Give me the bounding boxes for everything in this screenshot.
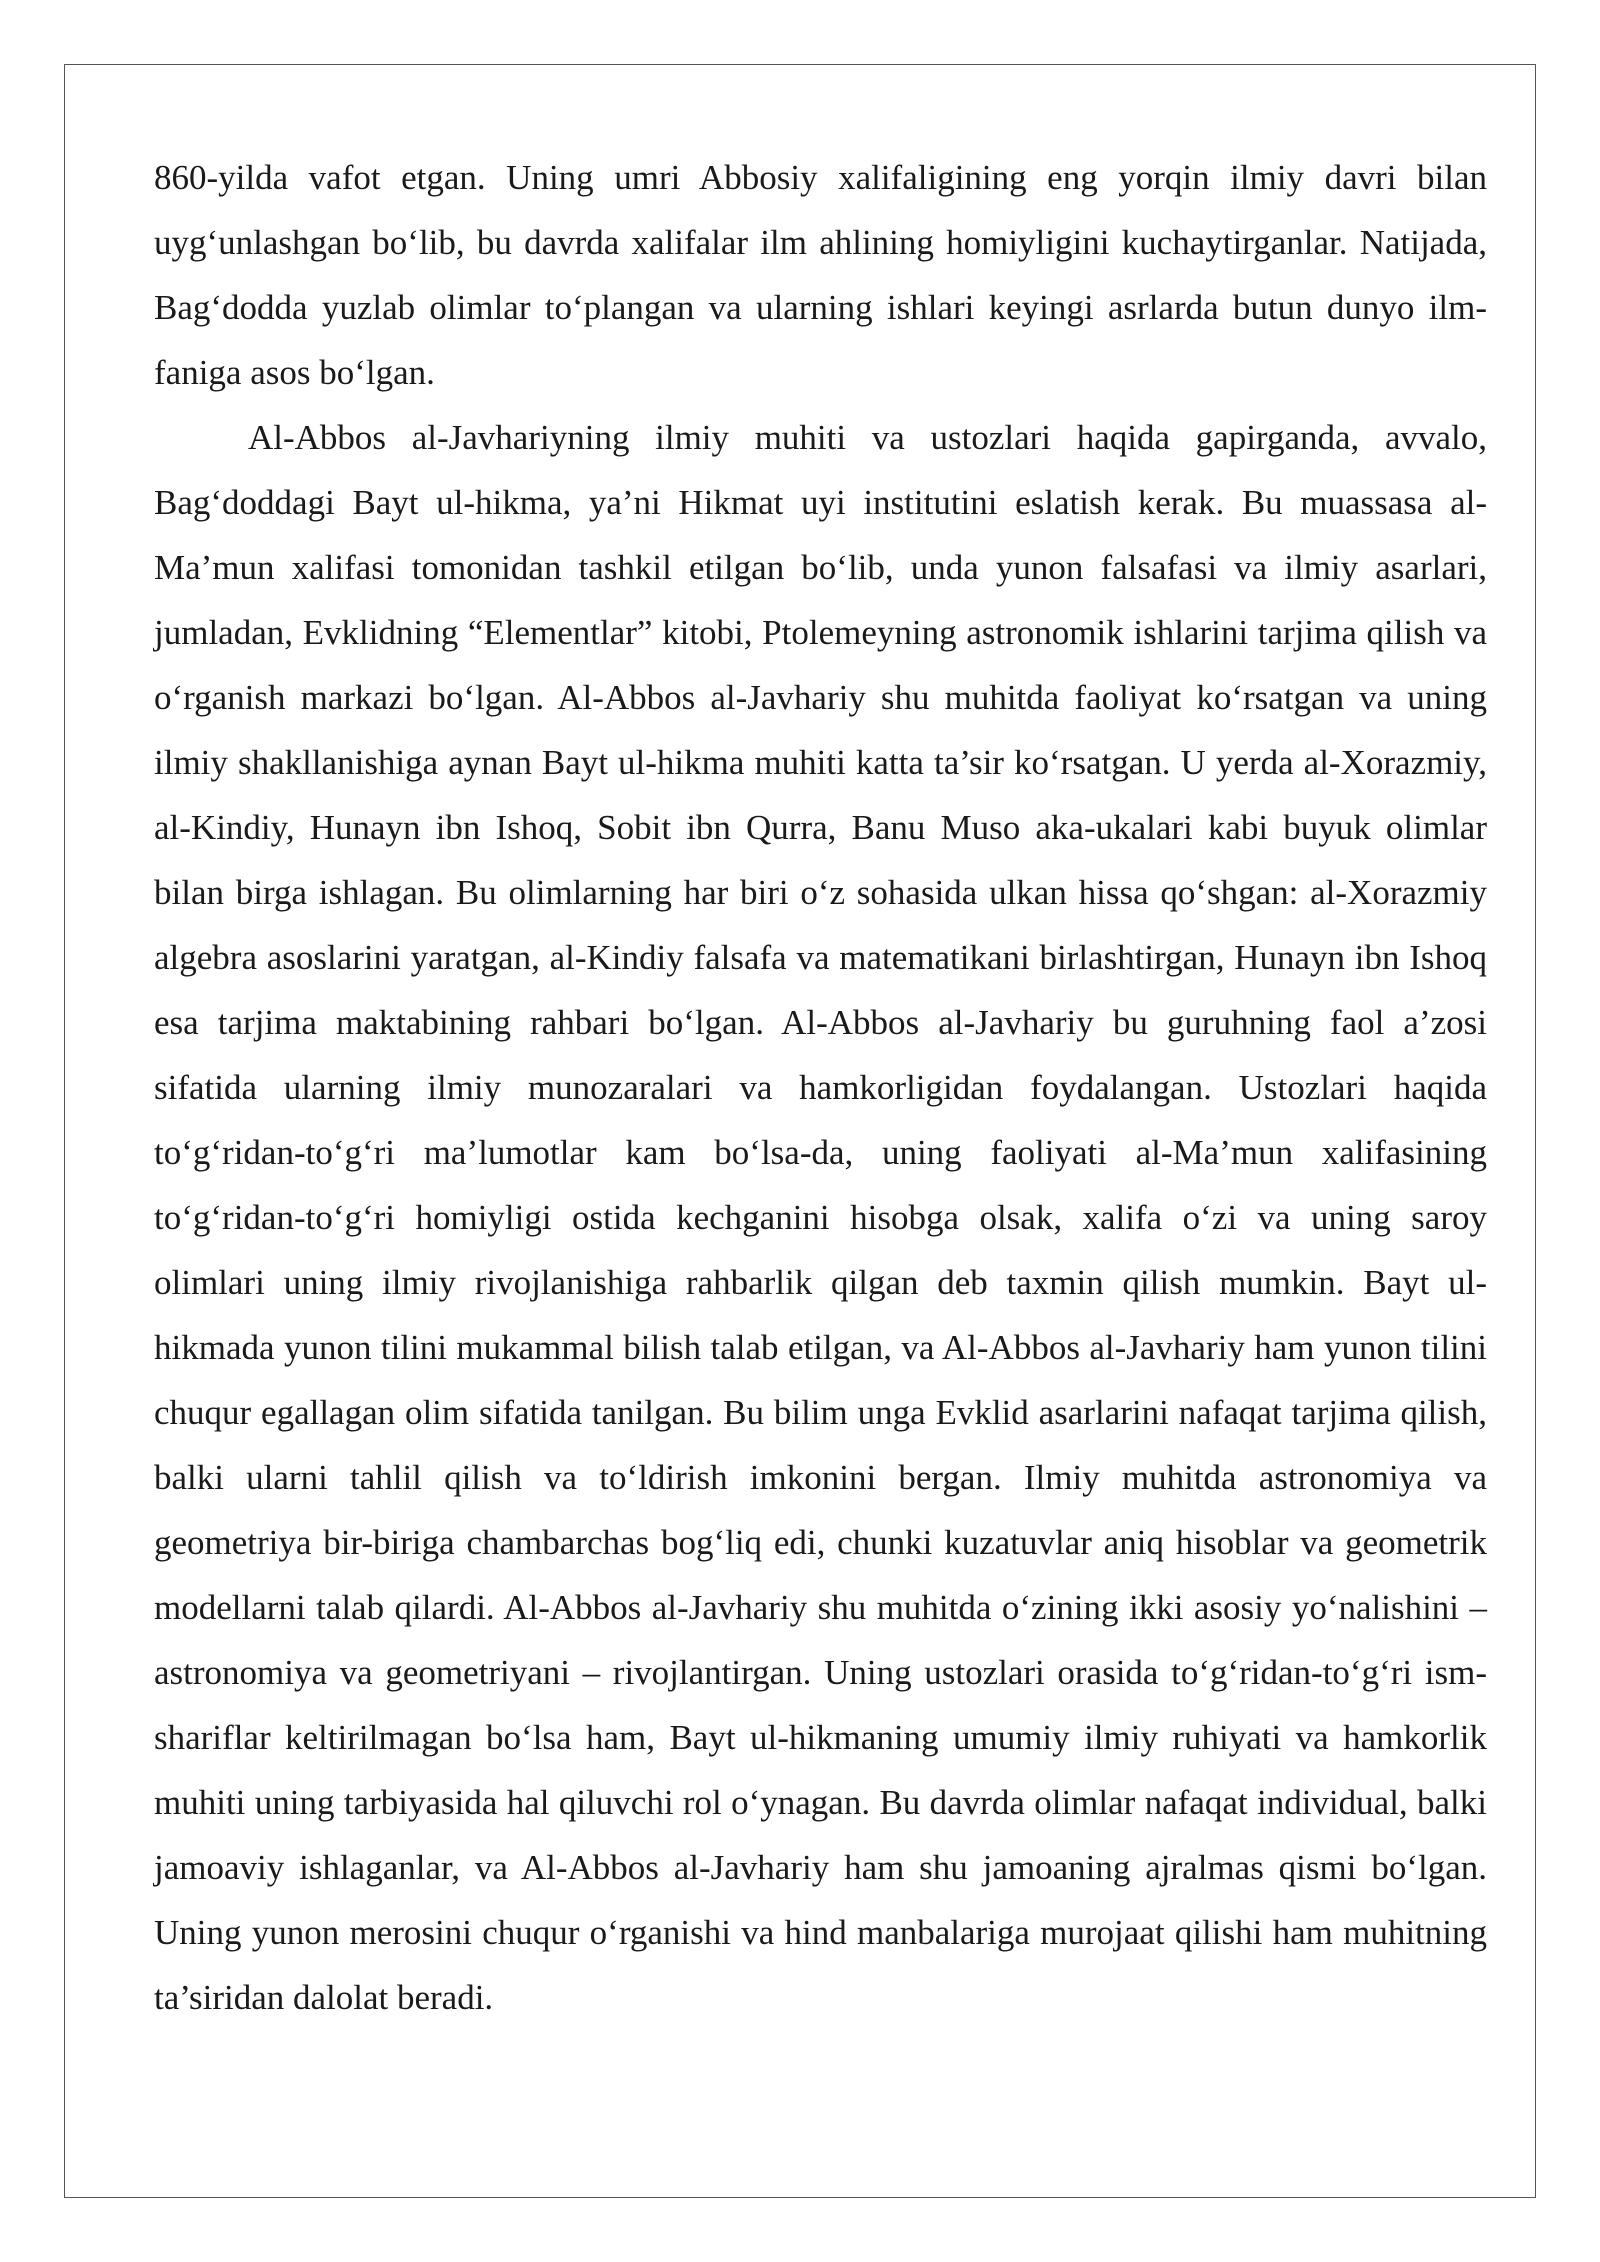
document-body (154, 145, 1487, 2030)
paragraph-2: Al-Abbos al-Javhariyning ilmiy muhiti va ustozlari haqida gapirganda, avvalo, Bag‘doddagi Bayt ul-hikma, ya’ni Hikmat uyi institutini eslatish kerak. Bu muassasa al-Ma’mun xalifasi tomonidan tashkil etilgan bo‘lib, unda yunon falsafasi va ilmiy asarlari, jumladan, Evklidning “Elementlar” kitobi, Ptolemeyning astronomik ishlarini tarjima qilish va o‘rganish markazi bo‘lgan. Al-Abbos al-Javhariy shu muhitda faoliyat ko‘rsatgan va uning ilmiy shakllanishiga aynan Bayt ul-hikma muhiti katta ta’sir ko‘rsatgan. U yerda al-Xorazmiy, al-Kindiy, Hunayn ibn Ishoq, Sobit ibn Qurra, Banu Muso aka-ukalari kabi buyuk olimlar bilan birga ishlagan. Bu olimlarning har biri o‘z sohasida ulkan hissa qo‘shgan: al-Xorazmiy algebra asoslarini yaratgan, al-Kindiy falsafa va matematikani birlashtirgan, Hunayn ibn Ishoq esa tarjima maktabining rahbari bo‘lgan. Al-Abbos al-Javhariy bu guruhning faol a’zosi sifatida ularning ilmiy munozaralari va hamkorligidan foydalangan. Ustozlari haqida to‘g‘ridan-to‘g‘ri ma’lumotlar kam bo‘lsa-da, uning faoliyati al-Ma’mun xalifasining to‘g‘ridan-to‘g‘ri homiyligi ostida kechganini hisobga olsak, xalifa o‘zi va uning saroy olimlari uning ilmiy rivojlanishiga rahbarlik qilgan deb taxmin qilish mumkin. Bayt ul-hikmada yunon tilini mukammal bilish talab etilgan, va Al-Abbos al-Javhariy ham yunon tilini chuqur egallagan olim sifatida tanilgan. Bu bilim unga Evklid asarlarini nafaqat tarjima qilish, balki ularni tahlil qilish va to‘ldirish imkonini bergan. Ilmiy muhitda astronomiya va geometriya bir-biriga chambarchas bog‘liq edi, chunki kuzatuvlar aniq hisoblar va geometrik modellarni talab qilardi. Al-Abbos al-Javhariy shu muhitda o‘zining ikki asosiy yo‘nalishini – astronomiya va geometriyani – rivojlantirgan. Uning ustozlari orasida to‘g‘ridan-to‘g‘ri ism-shariflar keltirilmagan bo‘lsa ham, Bayt ul-hikmaning umumiy ilmiy ruhiyati va hamkorlik muhiti uning tarbiyasida hal qiluvchi rol o‘ynagan. Bu davrda olimlar nafaqat individual, balki jamoaviy ishlaganlar, va Al-Abbos al-Javhariy ham shu jamoaning ajralmas qismi bo‘lgan. Uning yunon merosini chuqur o‘rganishi va hind manbalariga murojaat qilishi ham muhitning ta’siridan dalolat beradi. (154, 418, 1487, 2017)
paragraph-1: 860-yilda vafot etgan. Uning umri Abbosiy xalifaligining eng yorqin ilmiy davri bilan uyg‘unlashgan bo‘lib, bu davrda xalifalar ilm ahlining homiyligini kuchaytirganlar. Natijada, Bag‘dodda yuzlab olimlar to‘plangan va ularning ishlari keyingi asrlarda butun dunyo ilm-faniga asos bo‘lgan. (154, 158, 1487, 392)
